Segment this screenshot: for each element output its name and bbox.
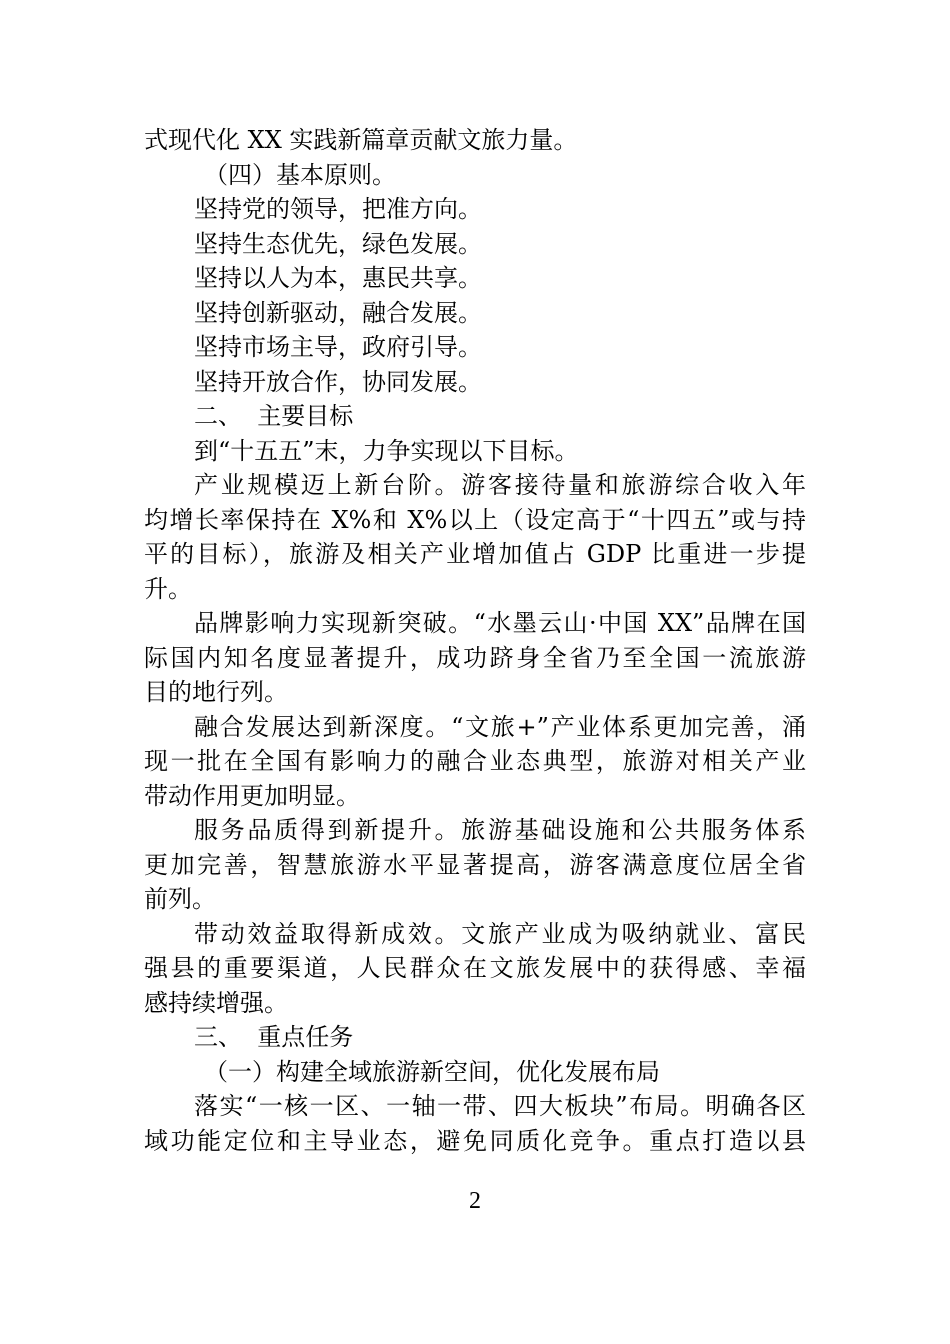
chapter-heading-tasks: 三、 重点任务 — [194, 1023, 354, 1051]
principle-item: 坚持以人为本，惠民共享。 — [194, 264, 482, 292]
paragraph-line: 落实“一核一区、一轴一带、四大板块”布局。明确各区 — [194, 1092, 806, 1120]
document-body — [144, 123, 806, 1158]
section-heading-layout: （一）构建全域旅游新空间，优化发展布局 — [204, 1057, 660, 1086]
paragraph-line: 融合发展达到新深度。“文旅+”产业体系更加完善，涌 — [194, 712, 806, 741]
paragraph-line: 更加完善，智慧旅游水平显著提高，游客满意度位居全省 — [144, 850, 806, 879]
paragraph-line: 升。 — [144, 574, 192, 603]
paragraph-line: 式现代化 XX 实践新篇章贡献文旅力量。 — [144, 126, 578, 154]
paragraph-line: 均增长率保持在 X%和 X%以上（设定高于“十四五”或与持 — [144, 505, 806, 534]
paragraph-line: 感持续增强。 — [144, 988, 288, 1017]
principle-item: 坚持生态优先，绿色发展。 — [194, 229, 482, 258]
principle-item: 坚持党的领导，把准方向。 — [194, 195, 482, 223]
paragraph-line: 带动作用更加明显。 — [144, 781, 360, 810]
page-number: 2 — [469, 1188, 481, 1214]
principle-item: 坚持开放合作，协同发展。 — [194, 367, 482, 396]
section-heading-principles: （四）基本原则。 — [204, 160, 396, 189]
chapter-heading-goals: 二、 主要目标 — [194, 402, 354, 430]
paragraph-line: 现一批在全国有影响力的融合业态典型，旅游对相关产业 — [144, 747, 806, 775]
paragraph-line: 际国内知名度显著提升，成功跻身全省乃至全国一流旅游 — [144, 643, 806, 672]
paragraph-line: 带动效益取得新成效。文旅产业成为吸纳就业、富民 — [194, 919, 806, 948]
principle-item: 坚持创新驱动，融合发展。 — [194, 298, 482, 327]
paragraph-line: 目的地行列。 — [144, 678, 288, 706]
paragraph-line: 服务品质得到新提升。旅游基础设施和公共服务体系 — [194, 816, 806, 844]
paragraph-line: 平的目标），旅游及相关产业增加值占 GDP 比重进一步提 — [144, 540, 806, 568]
paragraph-line: 到“十五五”末，力争实现以下目标。 — [194, 436, 579, 465]
paragraph-line: 品牌影响力实现新突破。“水墨云山·中国 XX”品牌在国 — [194, 609, 806, 637]
paragraph-line: 前列。 — [144, 885, 216, 913]
paragraph-line: 强县的重要渠道，人民群众在文旅发展中的获得感、幸福 — [144, 954, 806, 982]
principle-item: 坚持市场主导，政府引导。 — [194, 333, 482, 361]
paragraph-line: 产业规模迈上新台阶。游客接待量和旅游综合收入年 — [194, 471, 806, 499]
paragraph-line: 域功能定位和主导业态，避免同质化竞争。重点打造以县 — [144, 1126, 806, 1155]
